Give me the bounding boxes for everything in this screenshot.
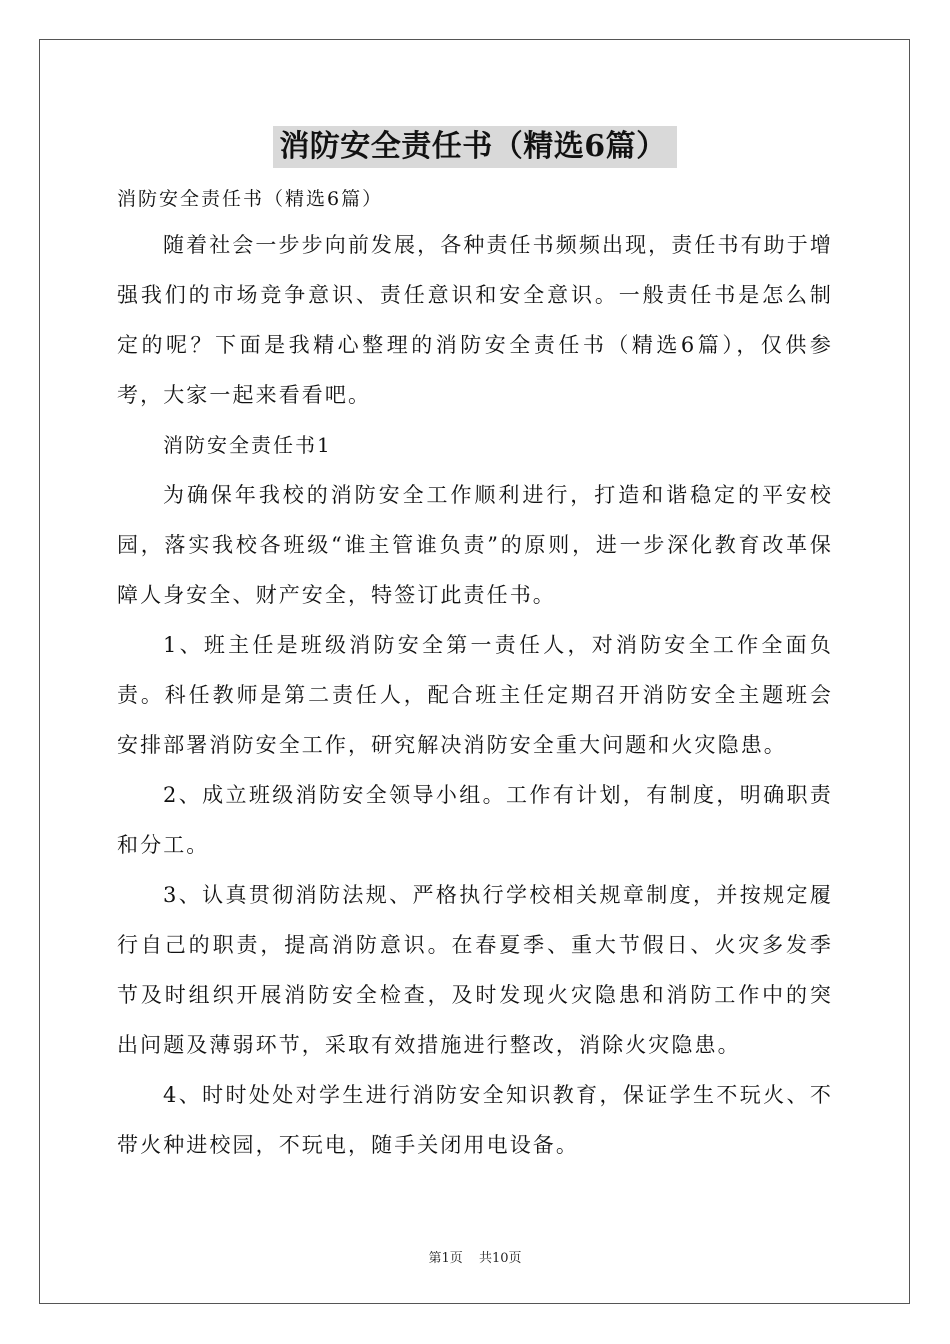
body-paragraph: 为确保年我校的消防安全工作顺利进行，打造和谐稳定的平安校园，落实我校各班级“谁主管谁负责”的原则，进一步深化教育改革保障人身安全、财产安全，特签订此责任书。 [117,483,833,607]
page-footer [0,1247,950,1266]
section-heading: 消防安全责任书1 [163,433,332,457]
title-container [0,126,950,168]
page-total: 共10页 [478,1251,522,1266]
list-item-2: 2、成立班级消防安全领导小组。工作有计划，有制度，明确职责和分工。 [117,783,833,857]
list-item-1: 1、班主任是班级消防安全第一责任人，对消防安全工作全面负责。科任教师是第二责任人，配合班主任定期召开消防安全主题班会安排部署消防安全工作，研究解决消防安全重大问题和火灾隐患。 [117,633,833,757]
document-subtitle: 消防安全责任书（精选6篇） [117,188,384,210]
intro-paragraph: 随着社会一步步向前发展，各种责任书频频出现，责任书有助于增强我们的市场竞争意识、责任意识和安全意识。一般责任书是怎么制定的呢？下面是我精心整理的消防安全责任书（精选6篇），仅供参考，大家一起来看看吧。 [117,233,833,407]
page-number: 第1页 [428,1251,463,1266]
list-item-3: 3、认真贯彻消防法规、严格执行学校相关规章制度，并按规定履行自己的职责，提高消防意识。在春夏季、重大节假日、火灾多发季节及时组织开展消防安全检查，及时发现火灾隐患和消防工作中的突出问题及薄弱环节，采取有效措施进行整改，消除火灾隐患。 [117,883,833,1057]
document-title: 消防安全责任书（精选6篇） [273,126,676,168]
list-item-4: 4、时时处处对学生进行消防安全知识教育，保证学生不玩火、不带火种进校园，不玩电，随手关闭用电设备。 [117,1083,833,1157]
document-body [117,178,833,1170]
